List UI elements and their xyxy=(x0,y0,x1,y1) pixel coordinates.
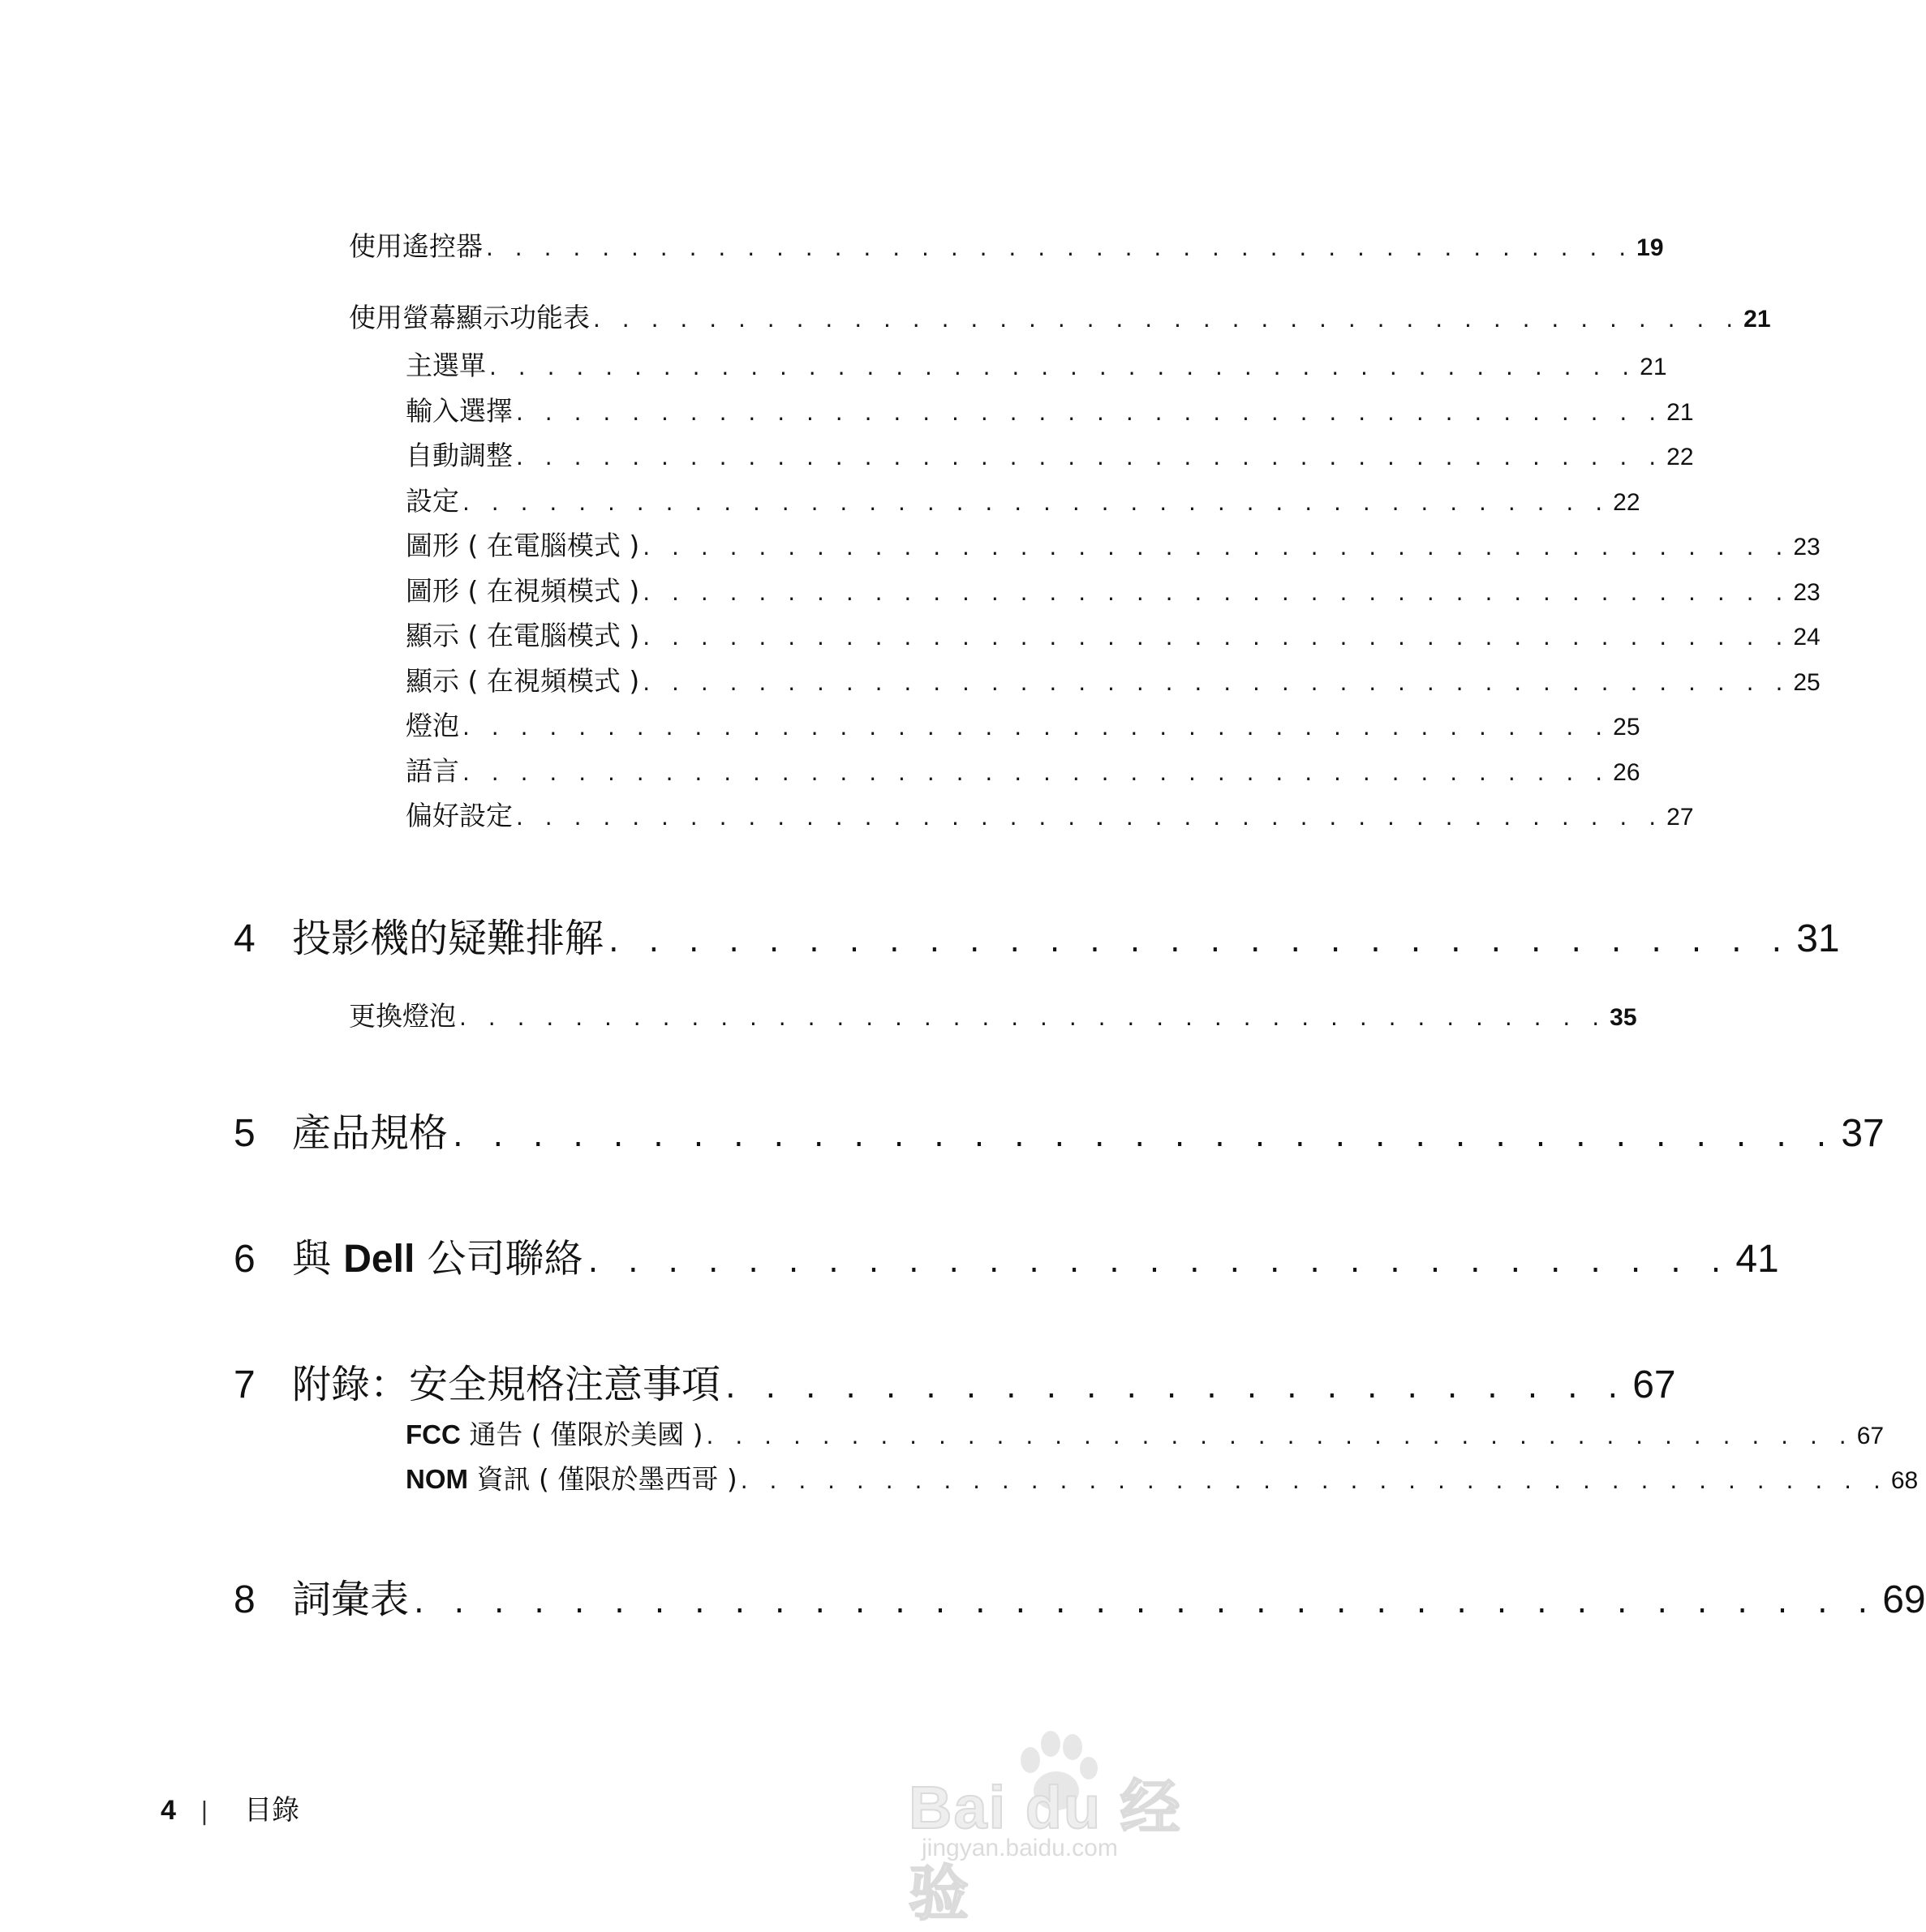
dell-brand-text: Dell xyxy=(343,1238,415,1281)
toc-entry-label xyxy=(406,1458,737,1496)
toc-subentry[interactable] xyxy=(406,570,1821,608)
dot-leader: . . . . . . . . . . . . . . . . . . . . . . . . . . . . . . . . . . . . . . . . xyxy=(489,354,1637,380)
toc-page-number: 21 xyxy=(1640,354,1667,380)
toc-entry-replace-lamp[interactable] xyxy=(349,995,1637,1033)
toc-page-number: 35 xyxy=(1610,1004,1637,1031)
chapter-title: 詞彙表 xyxy=(292,1577,410,1622)
dot-leader: . . . . . . . . . . . . . . . . . . . . . . . . . . . . . . . . . . . . . . . . xyxy=(462,489,1610,516)
chapter-number: 5 xyxy=(234,1112,256,1155)
page-footer xyxy=(161,1788,299,1827)
toc-entry-label: 語言 xyxy=(406,755,459,787)
baidu-jingyan-watermark xyxy=(892,1728,1217,1927)
dot-leader: . . . . . . . . . . . . . . . . . . . . . . . . . . . . . . . . . . . xyxy=(453,1117,1837,1154)
toc-entry-text: 資訊 ( 僅限於墨西哥 ) xyxy=(468,1463,737,1495)
toc-page-number: 23 xyxy=(1793,579,1821,606)
watermark-url: jingyan.baidu.com xyxy=(922,1835,1118,1861)
toc-entry-label: 輸入選擇 xyxy=(406,395,513,427)
dot-leader: . . . . . . . . . . . . . . . . . . . . . . . . . . . . . . . . . . . . . . . . xyxy=(516,399,1664,426)
toc-page-number: 68 xyxy=(1890,1467,1919,1494)
toc-entry-text: 通告 ( 僅限於美國 ) xyxy=(460,1419,703,1450)
chapter-page-number: 37 xyxy=(1841,1112,1885,1155)
toc-subentry[interactable] xyxy=(406,390,1694,428)
chapter-page-number: 31 xyxy=(1796,917,1840,960)
dot-leader: . . . . . . . . . . . . . . . . . . . . . . . . . . . . . . . . . . . . . . . . xyxy=(740,1467,1888,1494)
toc-entry-label xyxy=(406,1414,703,1452)
dot-leader: . . . . . . . . . . . . . . . . . . . . . . . . . . . . . . . . . . . . . . . . xyxy=(643,579,1791,606)
toc-page-number: 25 xyxy=(1613,714,1640,741)
toc-entry-label: 自動調整 xyxy=(406,440,513,471)
toc-chapter-6[interactable] xyxy=(234,1227,1779,1283)
toc-entry-label: 設定 xyxy=(406,485,459,517)
toc-chapter-8[interactable] xyxy=(234,1568,1926,1624)
chapter-page-number: 67 xyxy=(1632,1363,1676,1406)
chapter-page-number: 41 xyxy=(1735,1238,1779,1281)
dot-leader: . . . . . . . . . . . . . . . . . . . . . . . . . . . . . . . . . . . . . xyxy=(414,1583,1878,1621)
toc-page-number: 22 xyxy=(1613,489,1640,516)
toc-subentry[interactable] xyxy=(406,660,1821,698)
toc-page-number: 67 xyxy=(1856,1423,1885,1449)
dot-leader: . . . . . . . . . . . . . . . . . . . . . . . . . . . . . . . . . . . . . . . . xyxy=(643,534,1791,560)
toc-page-number: 22 xyxy=(1666,444,1694,470)
toc-page-number: 26 xyxy=(1613,759,1640,786)
footer-separator: | xyxy=(200,1797,209,1826)
toc-entry-label: 更換燈泡 xyxy=(349,1000,456,1032)
toc-entry-osd[interactable] xyxy=(349,297,1771,335)
chapter-number: 4 xyxy=(234,917,256,960)
toc-entry-label: 偏好設定 xyxy=(406,800,513,831)
chapter-number: 8 xyxy=(234,1578,256,1621)
dot-leader: . . . . . . . . . . . . . . . . . . . . . . . . . . . . . . . . . . . . . . . . xyxy=(643,669,1791,696)
toc-chapter-4[interactable] xyxy=(234,907,1840,963)
toc-page-number: 21 xyxy=(1743,306,1771,333)
chapter-number: 6 xyxy=(234,1238,256,1281)
toc-page-number: 25 xyxy=(1793,669,1821,696)
toc-subentry[interactable] xyxy=(406,435,1694,473)
dot-leader: . . . . . . . . . . . . . . . . . . . . . . . . . . . . . xyxy=(587,1243,1731,1280)
chapter-title: 產品規格 xyxy=(292,1110,449,1156)
chapter-title: 附錄：安全規格注意事項 xyxy=(292,1362,721,1407)
toc-chapter-7[interactable] xyxy=(234,1353,1676,1409)
toc-page-number: 21 xyxy=(1666,399,1694,426)
watermark-brand: Bai du 经验 xyxy=(909,1774,1182,1927)
toc-entry-prefix: NOM xyxy=(406,1464,468,1494)
chapter-title xyxy=(292,1227,583,1283)
toc-subentry[interactable] xyxy=(406,525,1821,563)
toc-chapter-5[interactable] xyxy=(234,1101,1885,1157)
toc-subentry[interactable] xyxy=(406,615,1821,653)
dot-leader: . . . . . . . . . . . . . . . . . . . . . . . . . . . . . . . . . . . . . . . . xyxy=(486,234,1634,261)
toc-entry-label: 使用遙控器 xyxy=(349,230,483,262)
footer-section-title: 目錄 xyxy=(244,1794,300,1827)
toc-subentry[interactable] xyxy=(406,345,1667,383)
toc-page-number: 24 xyxy=(1793,624,1821,650)
toc-subentry[interactable] xyxy=(406,480,1640,518)
dot-leader: . . . . . . . . . . . . . . . . . . . . . . . . . . . . . . . . . . . . . . . . xyxy=(643,624,1791,650)
toc-subentry[interactable] xyxy=(406,1458,1919,1496)
toc-entry-label: 燈泡 xyxy=(406,710,459,741)
dot-leader: . . . . . . . . . . . . . . . . . . . . . . . xyxy=(725,1368,1628,1406)
dot-leader: . . . . . . . . . . . . . . . . . . . . . . . . . . . . . . . . . . . . . . . . xyxy=(462,759,1610,786)
toc-page-number: 19 xyxy=(1636,234,1664,261)
toc-entry-label: 使用螢幕顯示功能表 xyxy=(349,302,590,333)
toc-page-number: 23 xyxy=(1793,534,1821,560)
dot-leader: . . . . . . . . . . . . . . . . . . . . . . . . . . . . . . . . . . . . . . . . xyxy=(516,804,1664,831)
toc-entry-label: 圖形 ( 在視頻模式 ) xyxy=(406,575,640,607)
toc-entry-label: 主選單 xyxy=(406,350,486,381)
toc-entry-remote[interactable] xyxy=(349,225,1664,264)
toc-entry-label: 顯示 ( 在視頻模式 ) xyxy=(406,665,640,697)
toc-subentry[interactable] xyxy=(406,795,1694,833)
dot-leader: . . . . . . . . . . . . . . . . . . . . . . . . . . . . . . . . . . . . . . . . xyxy=(593,306,1741,333)
chapter-page-number: 69 xyxy=(1882,1578,1926,1621)
toc-subentry[interactable] xyxy=(406,705,1640,743)
toc-subentry[interactable] xyxy=(406,750,1640,788)
chapter-title: 投影機的疑難排解 xyxy=(292,916,604,961)
dot-leader: . . . . . . . . . . . . . . . . . . . . . . . . . . . . . . . . . . . . . . . . xyxy=(516,444,1664,470)
toc-subentry[interactable] xyxy=(406,1414,1885,1452)
chapter-number: 7 xyxy=(234,1363,256,1406)
dot-leader: . . . . . . . . . . . . . . . . . . . . . . . . . . . . . . . . . . . . . . . . xyxy=(706,1423,1854,1449)
chapter-title-pre: 與 xyxy=(292,1236,344,1282)
dot-leader: . . . . . . . . . . . . . . . . . . . . . . . . . . . . . . . . . . . . . . . . xyxy=(459,1004,1607,1031)
toc-page-number: 27 xyxy=(1666,804,1694,831)
toc-entry-prefix: FCC xyxy=(406,1419,461,1449)
dot-leader: . . . . . . . . . . . . . . . . . . . . . . . . . . . . . . xyxy=(608,922,1792,960)
chapter-title-post: 公司聯絡 xyxy=(415,1236,583,1282)
footer-page-number: 4 xyxy=(161,1795,176,1826)
toc-entry-label: 顯示 ( 在電腦模式 ) xyxy=(406,620,640,651)
dot-leader: . . . . . . . . . . . . . . . . . . . . . . . . . . . . . . . . . . . . . . . . xyxy=(462,714,1610,741)
toc-entry-label: 圖形 ( 在電腦模式 ) xyxy=(406,530,640,561)
